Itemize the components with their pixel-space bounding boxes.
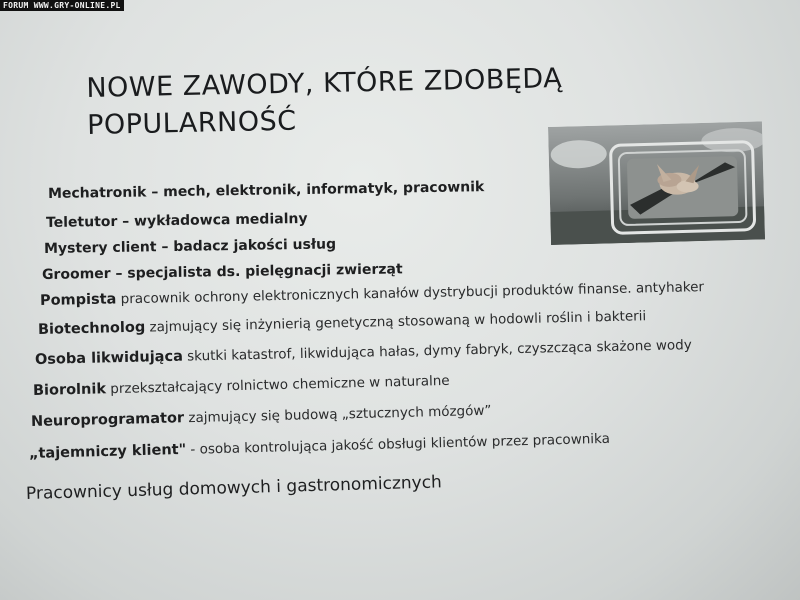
- list-item: [33, 373, 450, 399]
- hands-together-icon: [548, 121, 765, 245]
- item-term: „tajemniczy klient": [28, 441, 187, 462]
- list-item: [48, 179, 485, 202]
- item-term: Neuroprogramator: [30, 410, 185, 430]
- item-description: zajmujący się budową „sztucznych mózgów”: [183, 402, 492, 427]
- list-item: [42, 261, 403, 283]
- list-item: [35, 337, 692, 368]
- list-item: [38, 308, 647, 338]
- item-description: pracownik ochrony elektronicznych kanałów dystrybucji produktów finanse. antyhaker: [116, 279, 705, 308]
- footer-line: Pracownicy usług domowych i gastronomicznych: [25, 472, 443, 504]
- list-item: [40, 279, 704, 309]
- item-description: przekształcający rolnictwo chemiczne w naturalne: [105, 372, 450, 398]
- list-item: [29, 431, 610, 462]
- item-description: - osoba kontrolująca jakość obsługi klientów przez pracownika: [185, 430, 611, 458]
- slide-title: NOWE ZAWODY, KTÓRE ZDOBĘDĄ POPULARNOŚĆ: [86, 63, 563, 141]
- item-term: Teletutor – wykładowca medialny: [45, 210, 308, 231]
- item-description: skutki katastrof, likwidująca hałas, dymy fabryk, czyszcząca skażone wody: [182, 337, 692, 365]
- list-item: [44, 236, 336, 257]
- item-term: Biotechnolog: [37, 319, 146, 338]
- list-item: [46, 211, 308, 231]
- forum-watermark: FORUM WWW.GRY-ONLINE.PL: [0, 0, 124, 11]
- item-term: Mechatronik – mech, elektronik, informatyk, pracownik: [47, 179, 485, 202]
- item-term: Groomer – specjalista ds. pielęgnacji zwierząt: [41, 261, 403, 283]
- item-term: Mystery client – badacz jakości usług: [43, 236, 337, 257]
- item-term: Pompista: [39, 291, 117, 309]
- list-item: [31, 403, 492, 430]
- item-term: Biorolnik: [32, 381, 107, 399]
- item-term: Osoba likwidująca: [34, 348, 184, 368]
- item-description: zajmujący się inżynierią genetyczną stosowaną w hodowli roślin i bakterii: [145, 308, 647, 336]
- hands-together-image: [548, 121, 765, 245]
